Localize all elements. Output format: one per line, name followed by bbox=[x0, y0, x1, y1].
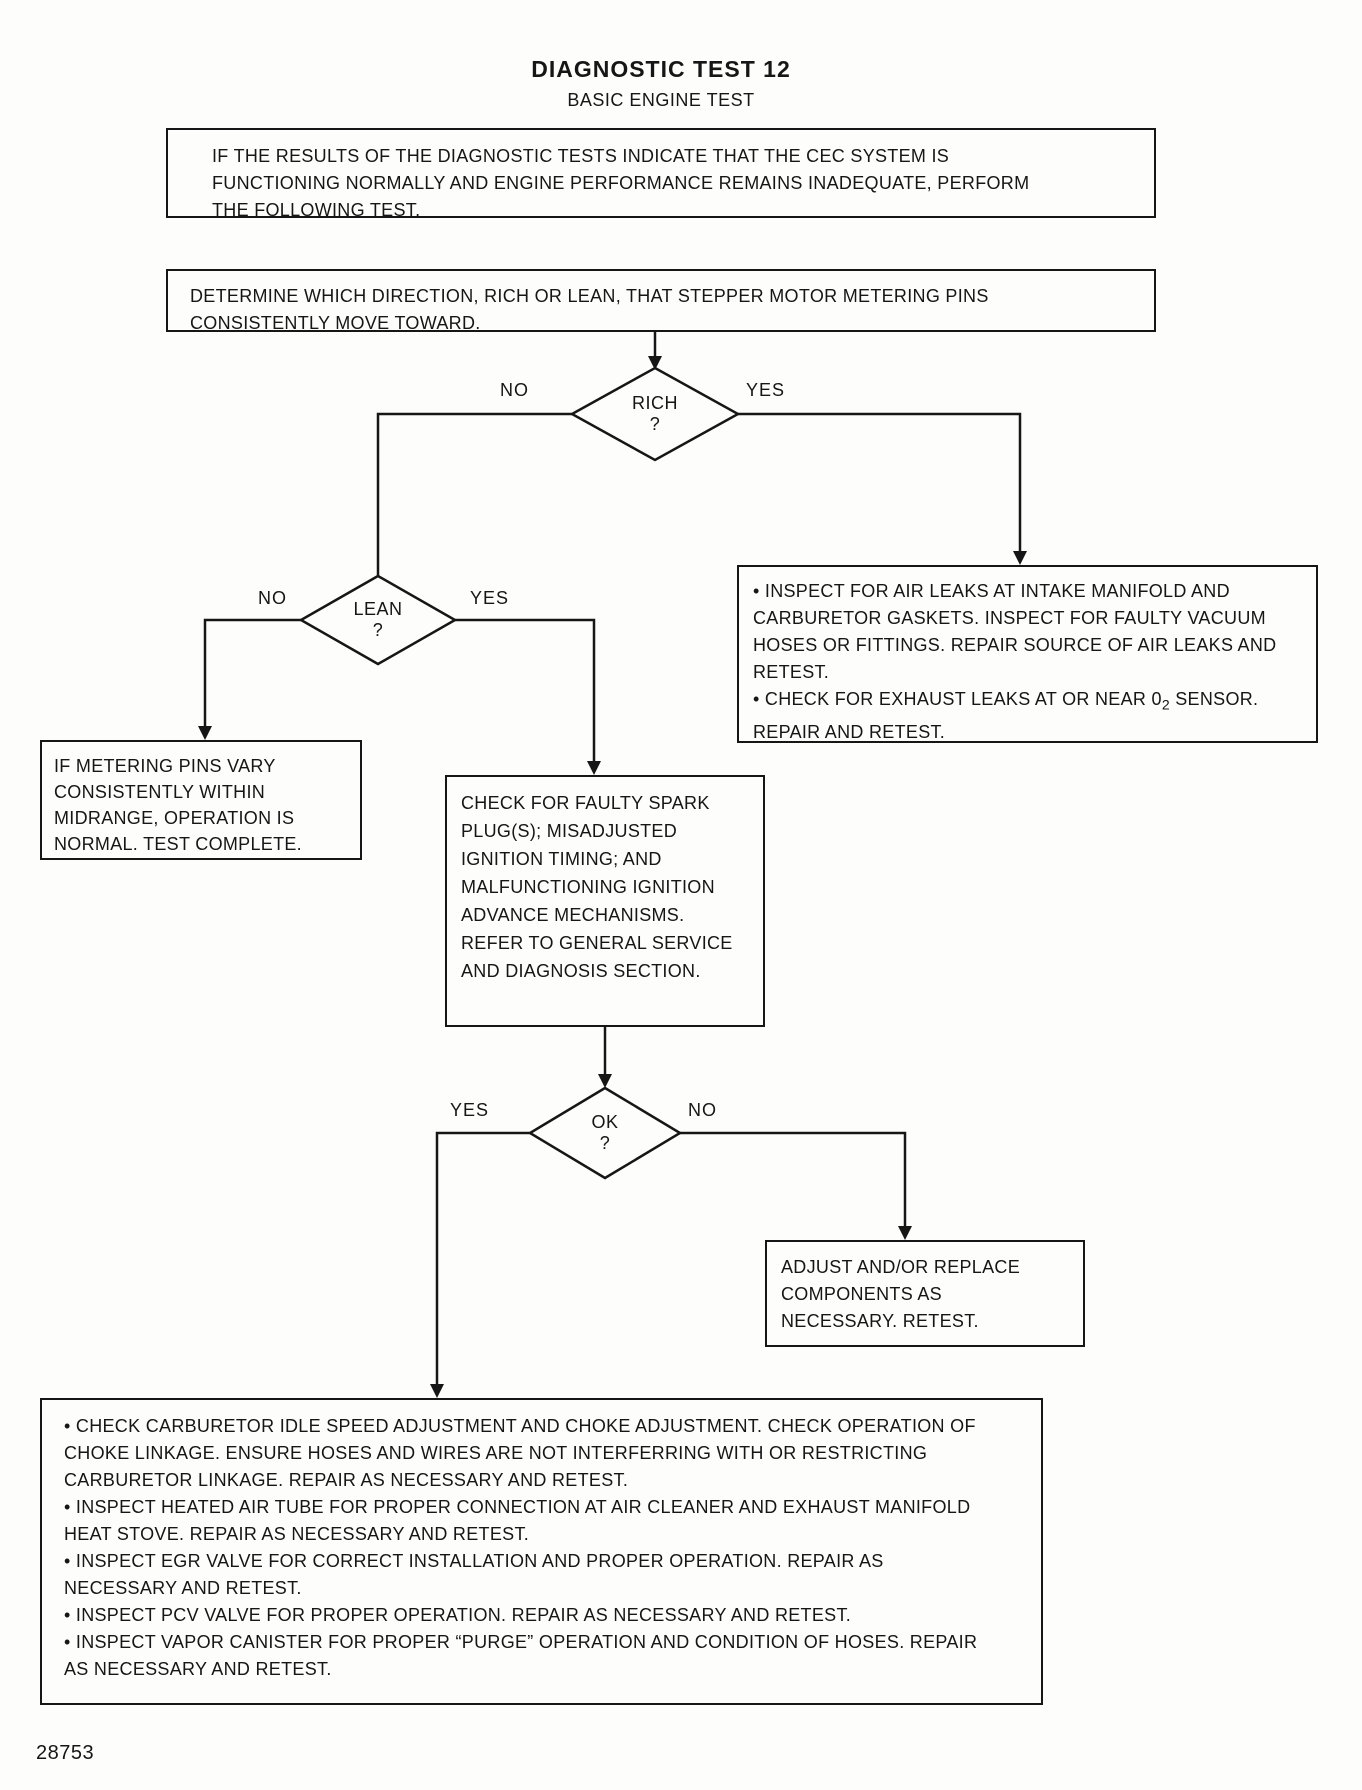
edge-label-lean-yes: YES bbox=[470, 588, 510, 608]
connector-spark-to-ok bbox=[598, 1027, 612, 1088]
edge-label-ok-yes: YES bbox=[450, 1100, 490, 1120]
final-checks-bullet: • INSPECT PCV VALVE FOR PROPER OPERATION. REPAIR AS NECESSARY AND RETEST. bbox=[64, 1605, 852, 1625]
node-metering-normal bbox=[40, 740, 362, 860]
connector-lean-yes-to-spark bbox=[455, 620, 601, 775]
connector-rich-no-to-lean bbox=[378, 414, 572, 576]
node-adjust-replace bbox=[765, 1240, 1085, 1347]
decision-rich-word: RICH bbox=[632, 393, 678, 413]
connector-ok-no-to-adjust bbox=[680, 1133, 912, 1240]
page-title: DIAGNOSTIC TEST 12 bbox=[531, 56, 791, 82]
connector-ok-yes-to-final bbox=[430, 1133, 530, 1398]
connector-determine-to-rich bbox=[648, 332, 662, 370]
node-intro bbox=[166, 128, 1156, 218]
edge-label-ok-no: NO bbox=[688, 1100, 717, 1120]
figure-number: 28753 bbox=[36, 1742, 95, 1764]
edge-label-rich-no: NO bbox=[500, 380, 529, 400]
decision-ok-question-mark: ? bbox=[599, 1133, 611, 1153]
page-subtitle: BASIC ENGINE TEST bbox=[567, 90, 755, 110]
air-leaks-bullet-2-text: • CHECK FOR EXHAUST LEAKS AT OR NEAR 0 bbox=[753, 689, 1162, 709]
final-checks-bullet: • INSPECT HEATED AIR TUBE FOR PROPER CONNECTION AT AIR CLEANER AND EXHAUST MANIFOLD HEAT STOVE. REPAIR AS NECESSARY AND RETEST. bbox=[64, 1497, 971, 1544]
edge-label-rich-yes: YES bbox=[746, 380, 786, 400]
node-spark-check bbox=[445, 775, 765, 1027]
final-checks-bullet: • INSPECT EGR VALVE FOR CORRECT INSTALLATION AND PROPER OPERATION. REPAIR AS NECESSARY AND RETEST. bbox=[64, 1551, 884, 1598]
decision-lean-label bbox=[318, 599, 438, 641]
node-metering-normal-text: IF METERING PINS VARY CONSISTENTLY WITHIN MIDRANGE, OPERATION IS NORMAL. TEST COMPLETE. bbox=[54, 756, 302, 854]
node-adjust-replace-text: ADJUST AND/OR REPLACE COMPONENTS AS NECESSARY. RETEST. bbox=[781, 1257, 1021, 1331]
node-air-leaks bbox=[737, 565, 1318, 743]
connector-lean-no-to-metering bbox=[198, 620, 301, 740]
node-determine-direction bbox=[166, 269, 1156, 332]
decision-lean-question-mark: ? bbox=[372, 620, 384, 640]
edge-label-lean-no: NO bbox=[258, 588, 287, 608]
decision-rich-question-mark: ? bbox=[649, 414, 661, 434]
air-leaks-bullet-2-tail: SENSOR. REPAIR AND RETEST. bbox=[753, 689, 1259, 742]
final-checks-bullet: • INSPECT VAPOR CANISTER FOR PROPER “PURGE” OPERATION AND CONDITION OF HOSES. REPAIR AS NECESSARY AND RETEST. bbox=[64, 1632, 978, 1679]
connector-rich-yes-to-airleaks bbox=[738, 414, 1027, 565]
decision-lean-word: LEAN bbox=[353, 599, 403, 619]
node-final-checks bbox=[40, 1398, 1043, 1705]
decision-ok-label bbox=[545, 1112, 665, 1154]
node-determine-text: DETERMINE WHICH DIRECTION, RICH OR LEAN, THAT STEPPER MOTOR METERING PINS CONSISTENTLY MOVE TOWARD. bbox=[190, 286, 989, 333]
decision-ok-word: OK bbox=[591, 1112, 619, 1132]
decision-rich-label bbox=[595, 393, 715, 435]
o2-subscript: 2 bbox=[1161, 696, 1170, 713]
final-checks-bullet: • CHECK CARBURETOR IDLE SPEED ADJUSTMENT AND CHOKE ADJUSTMENT. CHECK OPERATION OF CHOKE LINKAGE. ENSURE HOSES AND WIRES ARE NOT INTERFERRING WITH OR RESTRICTING CARBURETOR LINKAGE. REPAIR AS NECESSARY AND RETEST. bbox=[64, 1416, 976, 1490]
air-leaks-bullet-1: • INSPECT FOR AIR LEAKS AT INTAKE MANIFOLD AND CARBURETOR GASKETS. INSPECT FOR FAULTY VACUUM HOSES OR FITTINGS. REPAIR SOURCE OF AIR LEAKS AND RETEST. bbox=[753, 581, 1277, 682]
air-leaks-bullet-2 bbox=[753, 686, 1304, 746]
node-intro-text: IF THE RESULTS OF THE DIAGNOSTIC TESTS INDICATE THAT THE CEC SYSTEM IS FUNCTIONING NORMALLY AND ENGINE PERFORMANCE REMAINS INADEQUATE, PERFORM THE FOLLOWING TEST. bbox=[212, 146, 1030, 220]
node-spark-check-text: CHECK FOR FAULTY SPARK PLUG(S); MISADJUSTED IGNITION TIMING; AND MALFUNCTIONING IGNITION ADVANCE MECHANISMS. REFER TO GENERAL SERVICE AND DIAGNOSIS SECTION. bbox=[461, 793, 733, 981]
